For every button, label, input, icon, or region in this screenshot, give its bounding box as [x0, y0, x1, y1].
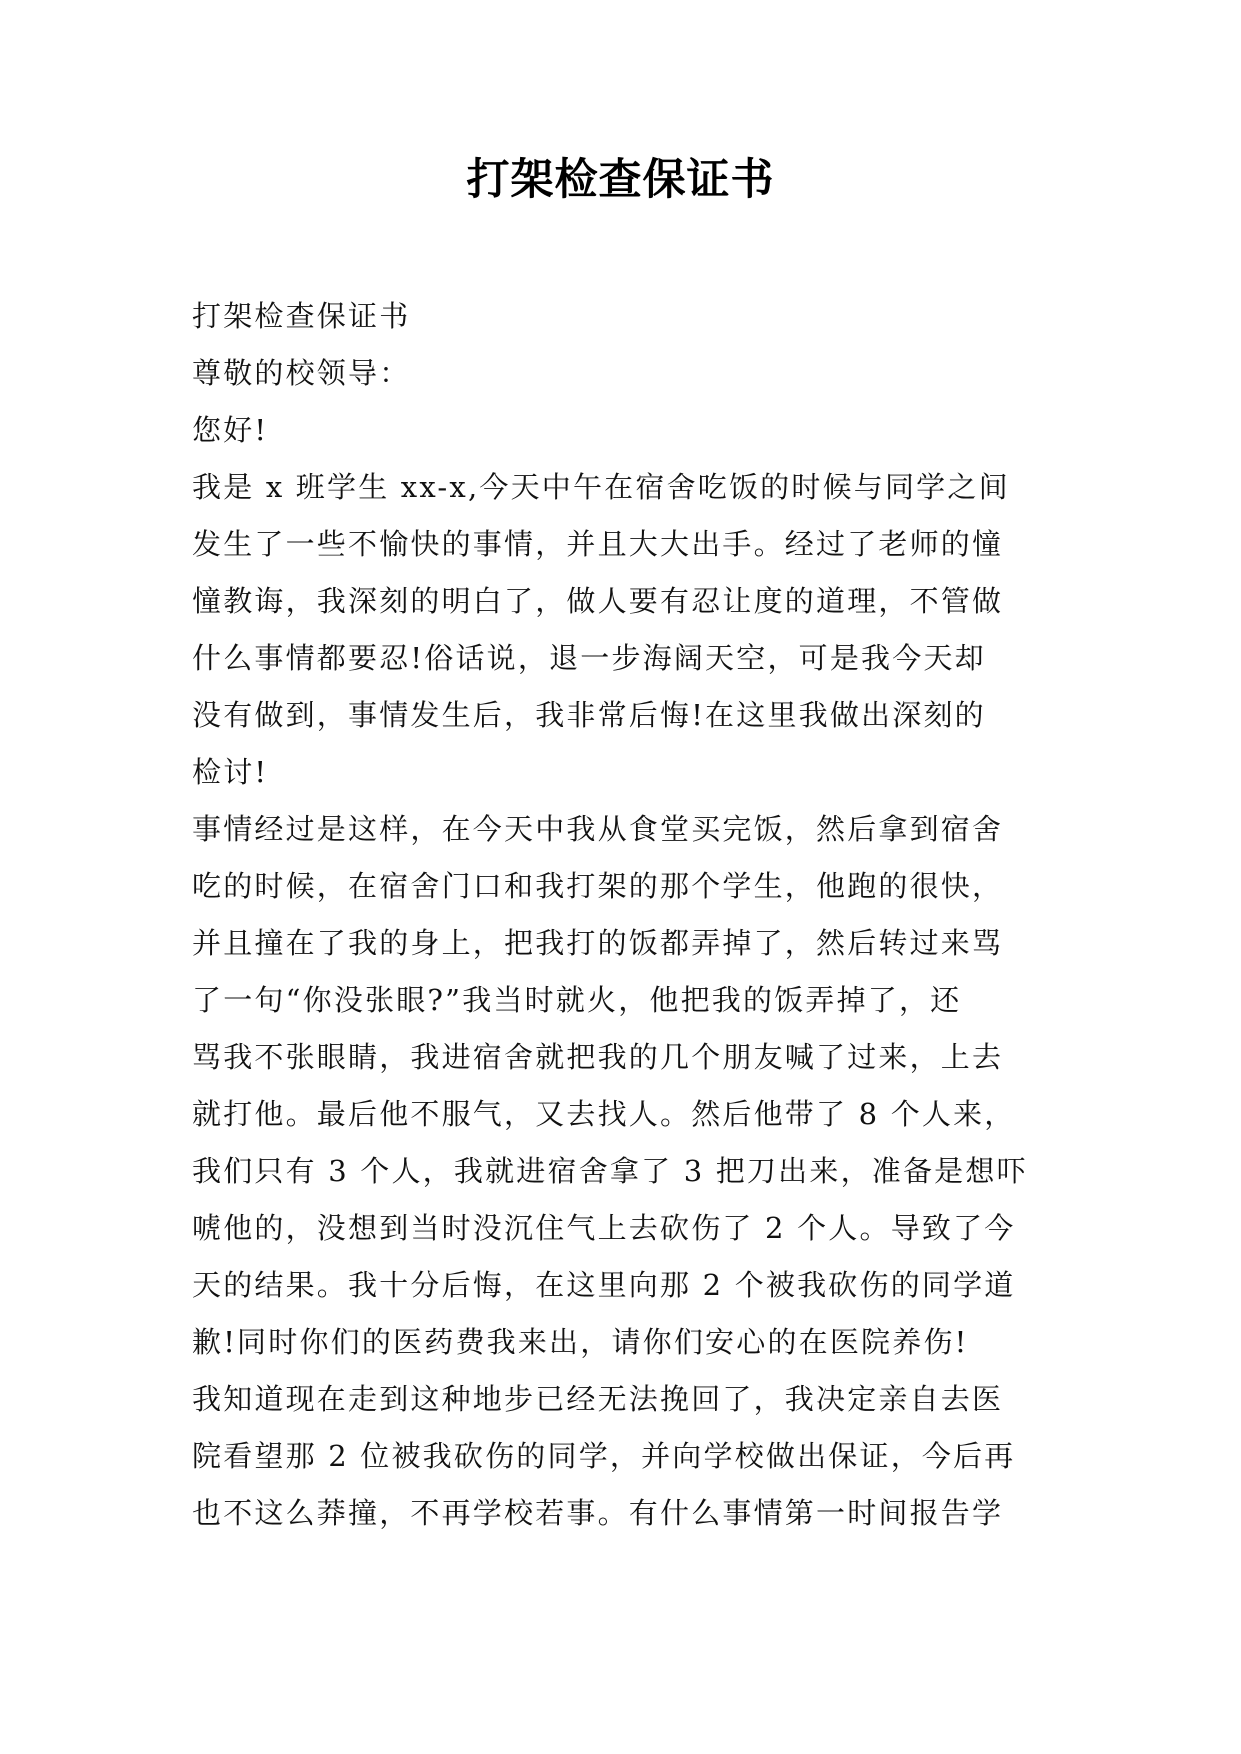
- text-line-4: 我是 x 班学生 xx-x,今天中午在宿舍吃饭的时候与同学之间: [192, 470, 1010, 504]
- text-line-20: 我知道现在走到这种地步已经无法挽回了，我决定亲自去医: [192, 1382, 1004, 1416]
- text-line-1: 打架检查保证书: [192, 299, 411, 333]
- text-line-3: 您好!: [192, 413, 269, 447]
- text-line-7: 什么事情都要忍!俗话说，退一步海阔天空，可是我今天却: [192, 641, 986, 675]
- document-title: 打架检查保证书: [466, 155, 775, 205]
- text-line-6: 憧教诲，我深刻的明白了，做人要有忍让度的道理，不管做: [192, 584, 1004, 618]
- text-line-8: 没有做到，事情发生后，我非常后悔!在这里我做出深刻的: [192, 698, 986, 732]
- text-line-5: 发生了一些不愉快的事情，并且大大出手。经过了老师的憧: [192, 527, 1004, 561]
- document-body: [192, 288, 1062, 1542]
- text-line-14: 骂我不张眼睛，我进宿舍就把我的几个朋友喊了过来，上去: [192, 1040, 1004, 1074]
- text-line-15: 就打他。最后他不服气，又去找人。然后他带了 8 个人来，: [192, 1097, 1016, 1131]
- text-line-11: 吃的时候，在宿舍门口和我打架的那个学生，他跑的很快，: [192, 869, 1004, 903]
- text-line-22: 也不这么莽撞，不再学校若事。有什么事情第一时间报告学: [192, 1496, 1004, 1530]
- text-line-19: 歉!同时你们的医药费我来出，请你们安心的在医院养伤!: [192, 1325, 969, 1359]
- text-line-10: 事情经过是这样，在今天中我从食堂买完饭，然后拿到宿舍: [192, 812, 1004, 846]
- text-line-18: 天的结果。我十分后悔，在这里向那 2 个被我砍伤的同学道: [192, 1268, 1016, 1302]
- text-line-2: 尊敬的校领导：: [192, 356, 411, 390]
- text-line-17: 唬他的，没想到当时没沉住气上去砍伤了 2 个人。导致了今: [192, 1211, 1016, 1245]
- text-line-12: 并且撞在了我的身上，把我打的饭都弄掉了，然后转过来骂: [192, 926, 1004, 960]
- text-line-21: 院看望那 2 位被我砍伤的同学，并向学校做出保证，今后再: [192, 1439, 1016, 1473]
- text-line-13: 了一句“你没张眼?”我当时就火，他把我的饭弄掉了，还: [192, 983, 962, 1017]
- text-line-16: 我们只有 3 个人，我就进宿舍拿了 3 把刀出来，准备是想吓: [192, 1154, 1028, 1188]
- text-line-9: 检讨!: [192, 755, 269, 789]
